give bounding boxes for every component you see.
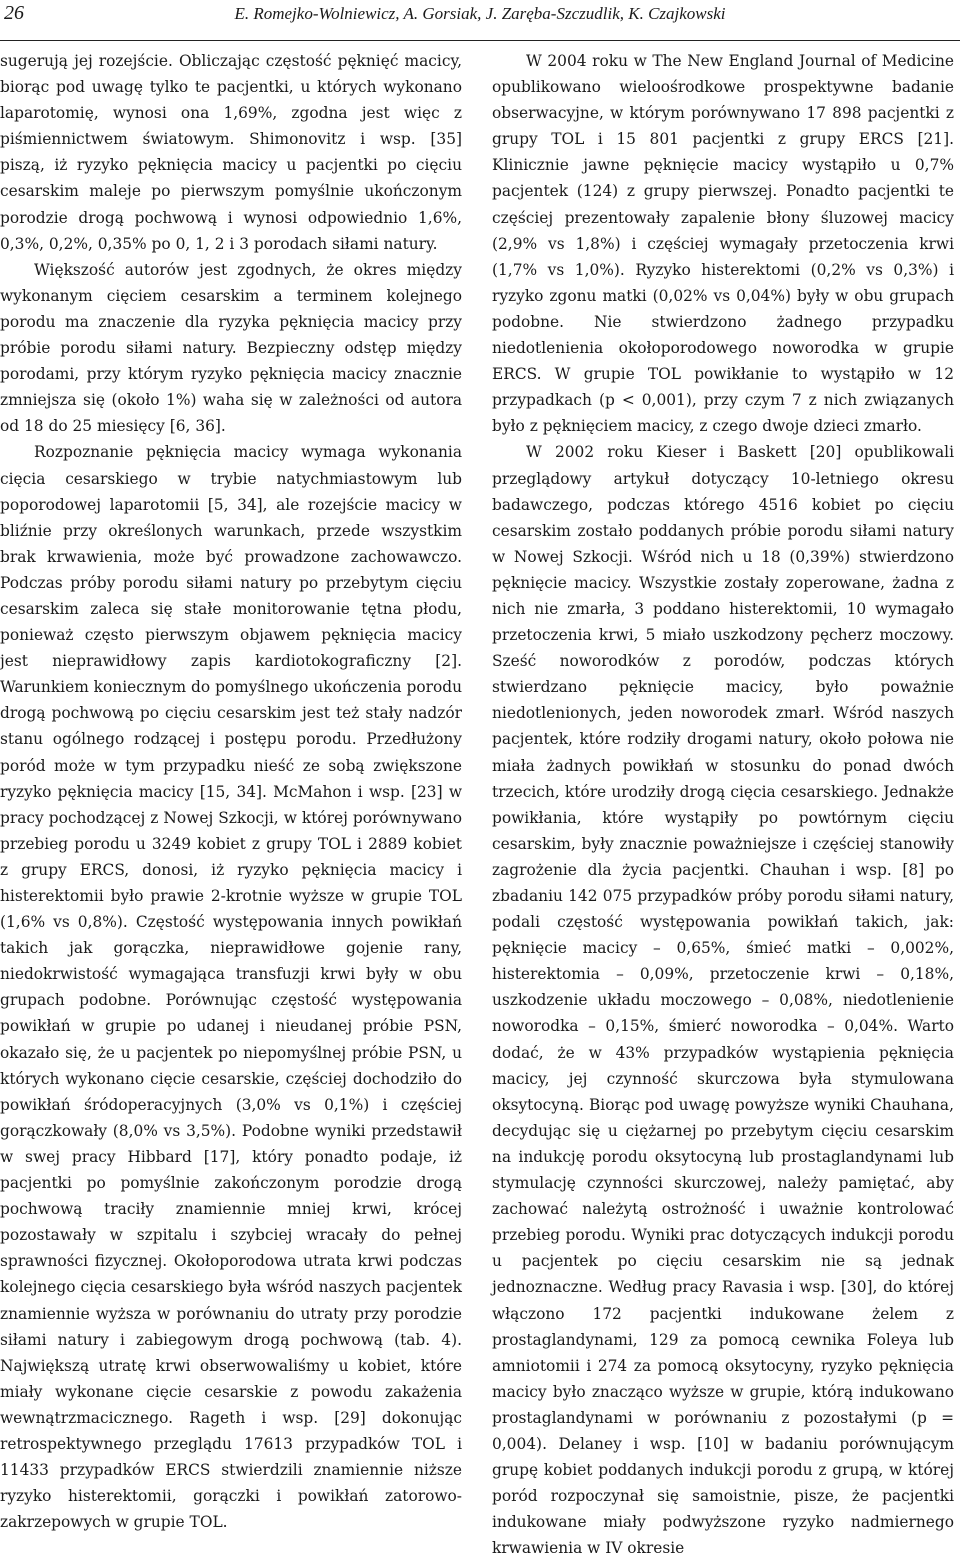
paragraph: Większość autorów jest zgodnych, że okres między wykonanym cięciem cesarskim a terminem kolejnego porodu ma znaczenie dla ryzyka pęknięcia macicy przy próbie porodu siłami natury. Bezpieczny odstęp między porodami, przy którym ryzyko pęknięcia macicy znacznie zmniejsza się (około 1%) waha się w zależności od autora od 18 do 25 miesięcy [6, 36]. <box>0 260 462 436</box>
paragraph: W 2004 roku w The New England Journal of Medicine opublikowano wieloośrodkowe prospektywne badanie obserwacyjne, w którym porównywano 17 898 pacjentki z grupy TOL i 15 801 pacjentki z grupy ERCS [21]. Klinicznie jawne pęknięcie macicy wystąpiło u 0,7% pacjentek (124) z grupy pierwszej. Ponadto pacjentki te częściej prezentowały zapalenie błony śluzowej macicy (2,9% vs 1,8%) i częściej wymagały przetoczenia krwi (1,7% vs 1,0%). Ryzyko histerektomi (0,2% vs 0,3%) i ryzyko zgonu matki (0,02% vs 0,04%) były w obu grupach podobne. Nie stwierdzono żadnego przypadku niedotlenienia okołoporodowego noworodka w grupie ERCS. W grupie TOL powikłanie to wystąpiło w 12 przypadkach (p < 0,001), przy czym 7 z nich związanych było z pęknięciem macicy, z czego dwoje dzieci zmarło. <box>492 52 954 436</box>
paragraph: Rozpoznanie pęknięcia macicy wymaga wykonania cięcia cesarskiego w trybie natychmiastowym lub poporodowej laparotomii [5, 34], ale rozejście macicy w bliźnie przy określonych warunkach, przede wszystkim brak krwawienia, może być prowadzone zachowawczo. Podczas próby porodu siłami natury po przebytym cięciu cesarskim zaleca się stałe monitorowanie tętna płodu, ponieważ często pierwszym objawem pęknięcia macicy jest nieprawidłowy zapis kardiotokograficzny [2]. Warunkiem koniecznym do pomyślnego ukończenia porodu drogą pochwową po cięciu cesarskim jest też stały nadzór stanu ogólnego rodzącej i postępu porodu. Przedłużony poród może w tym przypadku nieść ze sobą zwiększone ryzyko pęknięcia macicy [15, 34]. McMahon i wsp. [23] w pracy pochodzącej z Nowej Szkocji, w której porównywano przebieg porodu u 3249 kobiet z grupy TOL i 2889 kobiet z grupy ERCS, donosi, iż ryzyko pęknięcia macicy i histerektomii było prawie 2-krotnie wyższe w grupie TOL (1,6% vs 0,8%). Częstość występowania innych powikłań takich jak gorączka, nieprawidłowe gojenie rany, niedokrwistość wymagająca transfuzji krwi były w obu grupach podobne. Porównując częstość występowania powikłań w grupie po udanej i nieudanej próbie PSN, okazało się, że u pacjentek po niepomyślnej próbie PSN, u których wykonano cięcie cesarskie, częściej dochodziło do powikłań śródoperacyjnych (3,0% vs 0,1%) i częściej gorączkowały (8,0% vs 3,5%). Podobne wyniki przedstawił w swej pracy Hibbard [17], który ponadto podaje, iż pacjentki po pomyślnie zakończonym porodzie drogą pochwową traciły znamiennie mniej krwi, krócej pozostawały w szpitalu i szybciej wracały do pełnej sprawności fizycznej. Okołoporodowa utrata krwi podczas kolejnego cięcia cesarskiego była wśród naszych pacjentek znamiennie wyższa w porównaniu do utraty przy porodzie siłami natury i zabiegowym drogą pochwową (tab. 4). Największą utratę krwi obserwowaliśmy u kobiet, które miały wykonane cięcie cesarskie z powodu zakażenia wewnątrzmacicznego. Rageth i wsp. [29] dokonując retrospektywnego przeglądu 17613 przypadków TOL i 11433 przypadków ERCS stwierdzili znamiennie niższe ryzyko histerektomii, gorączki i powikłań zatorowo-zakrzepowych w grupie TOL. <box>0 443 462 1532</box>
left-column <box>0 48 462 1535</box>
paragraph: sugerują jej rozejście. Obliczając częstość pęknięć macicy, biorąc pod uwagę tylko te pacjentki, u których wykonano laparotomię, wynosi ona 1,69%, zgodna jest więc z piśmiennictwem światowym. Shimonovitz i wsp. [35] piszą, iż ryzyko pęknięcia macicy u pacjentki po cięciu cesarskim maleje po pierwszym pomyślnie ukończonym porodzie drogą pochwową i wynosi odpowiednio 1,6%, 0,3%, 0,2%, 0,35% po 0, 1, 2 i 3 porodach siłami natury. <box>0 52 462 253</box>
page-number: 26 <box>4 2 24 24</box>
paragraph: W 2002 roku Kieser i Baskett [20] opublikowali przeglądowy artykuł dotyczący 10-letniego okresu badawczego, podczas którego 4516 kobiet po cięciu cesarskim zostało poddanych próbie porodu siłami natury w Nowej Szkocji. Wśród nich u 18 (0,39%) stwierdzono pęknięcie macicy. Wszystkie zostały zoperowane, żadna z nich nie zmarła, 3 poddano histerektomii, 10 wymagało przetoczenia krwi, 5 miało uszkodzony pęcherz moczowy. Sześć noworodków z porodów, podczas których stwierdzano pęknięcie macicy, było poważnie niedotlenionych, jeden noworodek zmarł. Wśród naszych pacjentek, które rodziły drogami natury, około połowa nie miała żadnych powikłań w stosunku do ponad dwóch trzecich, które urodziły drogą cięcia cesarskiego. Jednakże powikłania, które wystąpiły po powtórnym cięciu cesarskim, były znacznie poważniejsze i częściej stanowiły zagrożenie dla życia pacjentki. Chauhan i wsp. [8] po zbadaniu 142 075 przypadków próby porodu siłami natury, podali częstość występowania powikłań takich, jak: pęknięcie macicy – 0,65%, śmieć matki – 0,002%, histerektomia – 0,09%, przetoczenie krwi – 0,18%, uszkodzenie układu moczowego – 0,08%, niedotlenienie noworodka – 0,15%, śmierć noworodka – 0,04%. Warto dodać, że w 43% przypadków wystąpienia pęknięcia macicy, jej czynność skurczowa była stymulowana oksytocyną. Biorąc pod uwagę powyższe wyniki Chauhana, decydując się u ciężarnej po przebytym cięciu cesarskim na indukcję porodu oksytocyną lub prostaglandynami lub stymulację czynności skurczowej, należy pamiętać, aby zachować należytą ostrożność i uważnie kontrolować przebieg porodu. Wyniki prac dotyczących indukcji porodu u pacjentek po cięciu cesarskim nie są jednak jednoznaczne. Według pracy Ravasia i wsp. [30], do której włączono 172 pacjentki indukowane żelem z prostaglandynami, 129 za pomocą cewnika Foleya lub amniotomii i 274 za pomocą oksytocyny, ryzyko pęknięcia macicy było znacząco wyższe w grupie, którą indukowano prostaglandynami w porównaniu z pozostałymi (p = 0,004). Delaney i wsp. [10] w badaniu porównującym grupę kobiet poddanych indukcji porodu z grupą, w której poród rozpoczynał się samoistnie, pisze, że pacjentki indukowane miały podwyższone ryzyko nadmiernego krwawienia w IV okresie <box>492 443 954 1558</box>
right-column <box>492 48 954 1561</box>
running-header-authors: E. Romejko-Wolniewicz, A. Gorsiak, J. Zaręba-Szczudlik, K. Czajkowski <box>234 4 726 23</box>
running-header <box>0 0 960 41</box>
